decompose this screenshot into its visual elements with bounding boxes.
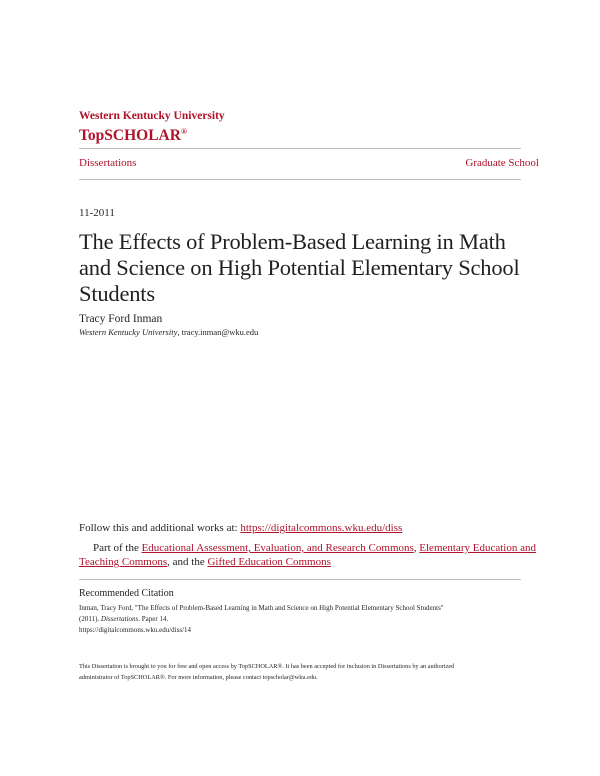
collection-url-link[interactable]: https://digitalcommons.wku.edu/diss — [240, 522, 403, 534]
document-title: The Effects of Problem-Based Learning in Math and Science on High Potential Elementary School Students — [79, 229, 520, 306]
publication-date: 11-2011 — [79, 207, 115, 219]
top-divider — [79, 148, 521, 149]
author-affiliation — [79, 327, 258, 337]
part-of-commons: Part of the Educational Assessment, Evaluation, and Research Commons, Elementary Education and Teaching Commons, and the Gifted Education Commons — [79, 542, 536, 568]
access-footnote: This Dissertation is brought to you for free and open access by TopSCHOLAR®. It has been accepted for inclusion in Dissertations by an authorized administrator of TopSCHOLAR®. For more information, please contact topscholar@wku.edu. — [79, 663, 455, 681]
citation-url: https://digitalcommons.wku.edu/diss/14 — [79, 626, 191, 634]
author-name: Tracy Ford Inman — [79, 313, 163, 325]
elementary-education-commons-link[interactable]: Elementary Education and Teaching Commons — [79, 542, 536, 568]
dissertations-link[interactable]: Dissertations — [79, 157, 137, 169]
affiliation-institution: Western Kentucky University — [79, 327, 178, 337]
assessment-commons-link[interactable]: Educational Assessment, Evaluation, and Research Commons — [141, 542, 414, 554]
citation-heading: Recommended Citation — [79, 588, 174, 599]
repository-logo[interactable] — [79, 110, 225, 145]
graduate-school-link[interactable]: Graduate School — [465, 157, 539, 169]
author-email: , tracy.inman@wku.edu — [177, 327, 259, 337]
follow-line: Follow this and additional works at: https://digitalcommons.wku.edu/diss — [79, 522, 403, 534]
citation-divider — [79, 579, 521, 580]
university-name: Western Kentucky University — [79, 110, 225, 122]
nav-divider — [79, 179, 521, 180]
repository-name: TopSCHOLAR® — [79, 127, 187, 144]
gifted-education-commons-link[interactable]: Gifted Education Commons — [207, 556, 331, 568]
recommended-citation: Inman, Tracy Ford, "The Effects of Problem-Based Learning in Math and Science on High Potential Elementary School Students" (2011). Dissertations. Paper 14. https://digitalcommons.wku.edu/diss/14 — [79, 603, 539, 636]
